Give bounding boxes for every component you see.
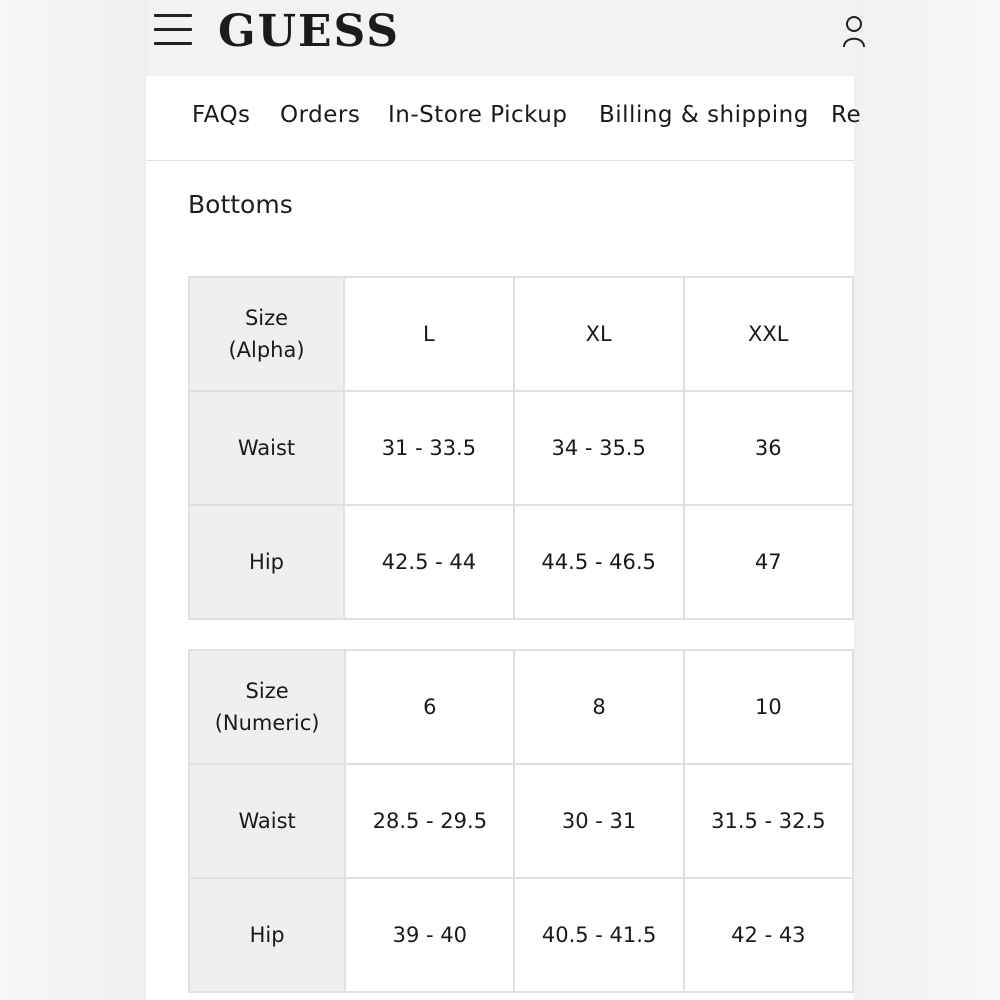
table-row	[189, 764, 853, 878]
nav-item-orders[interactable]: Orders	[280, 102, 361, 128]
table-cell: 31.5 - 32.5	[684, 764, 853, 878]
row-header-waist: Waist	[189, 764, 345, 878]
account-icon[interactable]	[842, 14, 866, 48]
size-cell: XXL	[684, 277, 853, 391]
table-cell: 34 - 35.5	[514, 391, 684, 505]
size-type-label: (Alpha)	[228, 338, 305, 362]
row-header-waist: Waist	[189, 391, 344, 505]
table-cell: 44.5 - 46.5	[514, 505, 684, 619]
nav-item-in-store-pickup[interactable]: In-Store Pickup	[388, 102, 568, 128]
size-cell: 8	[514, 650, 683, 764]
background-left	[0, 0, 146, 1000]
size-table-numeric	[188, 649, 854, 993]
size-type-label: (Numeric)	[214, 711, 320, 735]
table-cell: 31 - 33.5	[344, 391, 514, 505]
row-header-size	[189, 650, 345, 764]
table-cell: 40.5 - 41.5	[514, 878, 683, 992]
table-cell: 42.5 - 44	[344, 505, 514, 619]
nav-item-returns[interactable]: Re	[831, 102, 862, 128]
size-label: Size	[245, 679, 289, 703]
nav-item-billing-shipping[interactable]: Billing & shipping	[599, 102, 809, 128]
table-cell: 39 - 40	[345, 878, 514, 992]
size-table-alpha	[188, 276, 854, 620]
table-cell: 30 - 31	[514, 764, 683, 878]
section-title: Bottoms	[188, 190, 293, 219]
table-row	[189, 391, 853, 505]
size-cell: L	[344, 277, 514, 391]
row-header-size	[189, 277, 344, 391]
table-cell: 28.5 - 29.5	[345, 764, 514, 878]
mobile-page	[146, 0, 862, 1000]
help-nav	[146, 76, 862, 161]
nav-item-faqs[interactable]: FAQs	[192, 102, 251, 128]
size-cell: 10	[684, 650, 853, 764]
row-header-hip: Hip	[189, 505, 344, 619]
size-cell: 6	[345, 650, 514, 764]
brand-logo[interactable]: GUESS	[218, 6, 401, 57]
table-row	[189, 277, 853, 391]
row-header-hip: Hip	[189, 878, 345, 992]
table-cell: 47	[684, 505, 853, 619]
site-header	[146, 0, 854, 76]
table-row	[189, 650, 853, 764]
table-row	[189, 505, 853, 619]
size-label: Size	[244, 306, 289, 330]
table-cell: 42 - 43	[684, 878, 853, 992]
background-right	[854, 0, 1000, 1000]
size-cell: XL	[514, 277, 684, 391]
table-cell: 36	[684, 391, 853, 505]
hamburger-menu-icon[interactable]	[154, 14, 192, 46]
table-row	[189, 878, 853, 992]
